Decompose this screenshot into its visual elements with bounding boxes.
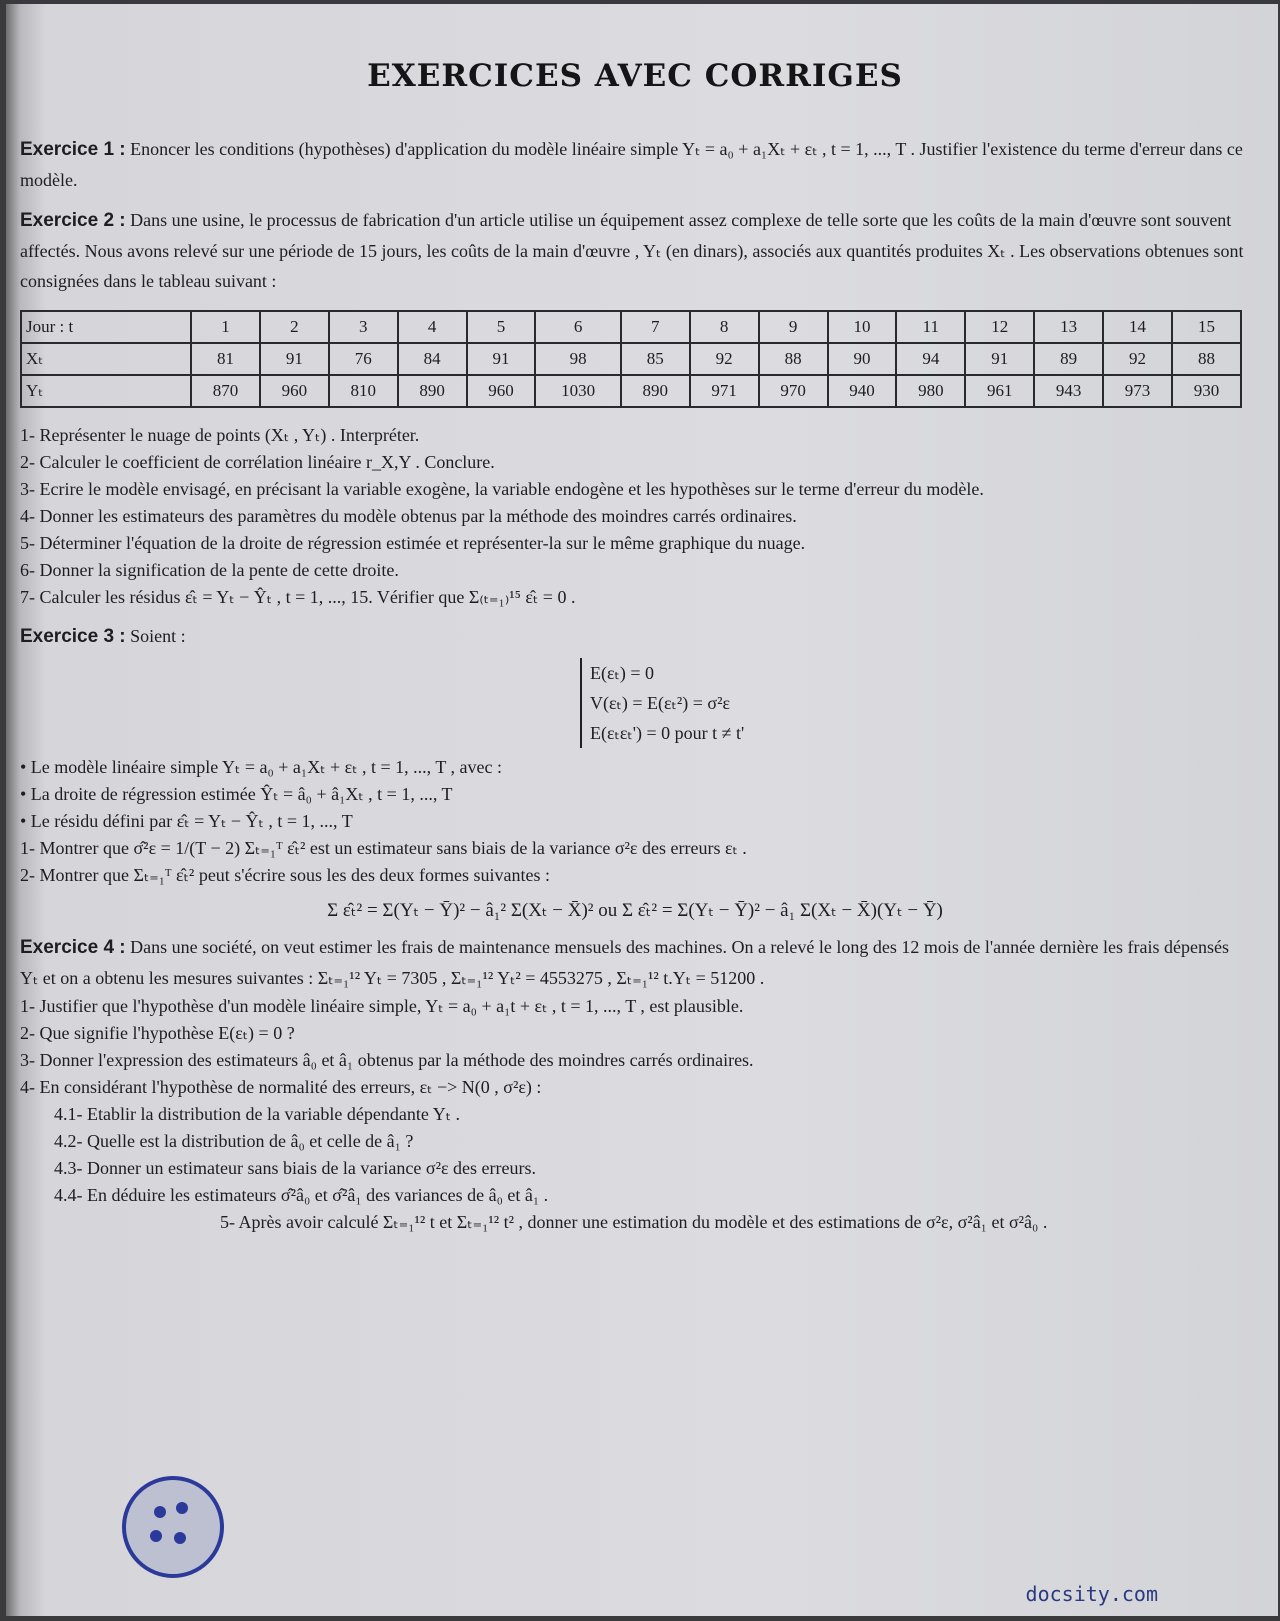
table-cell: 890 [398, 375, 467, 407]
table-cell: 810 [329, 375, 398, 407]
table-cell: 88 [759, 343, 828, 375]
table-cell: 12 [965, 311, 1034, 343]
table-cell: 13 [1034, 311, 1103, 343]
hypothesis: V(εₜ) = E(εₜ²) = σ²ε [590, 693, 731, 713]
table-cell: 9 [759, 311, 828, 343]
question: 4- Donner les estimateurs des paramètres du modèle obtenus par la méthode des moindres carrés ordinaires. [20, 506, 797, 526]
question: 4- En considérant l'hypothèse de normalité des erreurs, εₜ −> N(0 , σ²ε) : [20, 1077, 542, 1097]
table-cell: 76 [329, 343, 398, 375]
table-cell: 943 [1034, 375, 1103, 407]
page-title: EXERCICES AVEC CORRIGES [367, 58, 903, 94]
exercise-text: Enoncer les conditions (hypothèses) d'application du modèle linéaire simple Yₜ = a₀ + a₁Xₜ + εₜ , t = 1, ..., T . Justifier l'existence du terme d'erreur dans ce modèle. [20, 139, 1243, 190]
question-list [20, 422, 1250, 611]
bullet: • Le résidu défini par ε̂ₜ = Yₜ − Ŷₜ , t = 1, ..., T [20, 811, 353, 831]
table-cell: 14 [1103, 311, 1172, 343]
question: 1- Représenter le nuage de points (Xₜ , Yₜ) . Interpréter. [20, 425, 420, 445]
table-cell: 5 [467, 311, 536, 343]
table-cell: 84 [398, 343, 467, 375]
table-cell: 92 [1103, 343, 1172, 375]
table-cell: 940 [828, 375, 897, 407]
exercise-text: Dans une société, on veut estimer les frais de maintenance mensuels des machines. On a relevé le long des 12 mois de l'année dernière les frais dépensés Yₜ et on a obtenu les mesures suivantes : Σₜ₌₁¹² Yₜ = 7305 , Σₜ₌₁¹² Yₜ² = 4553275 , Σₜ₌₁¹² t.Yₜ = 51200 . [20, 937, 1230, 988]
table-cell: 890 [621, 375, 690, 407]
sub-question: 4.4- En déduire les estimateurs σ̂²â₀ et σ̂²â₁ des variances de â₀ et â₁ . [54, 1185, 549, 1205]
table-cell: 10 [828, 311, 897, 343]
question: 5- Déterminer l'équation de la droite de régression estimée et représenter-la sur le même graphique du nuage. [20, 533, 806, 553]
table-cell: 8 [690, 311, 759, 343]
table-cell: 98 [535, 343, 620, 375]
table-cell: 960 [260, 375, 329, 407]
watermark: docsity.com [1025, 1582, 1158, 1606]
sub-question: 4.1- Etablir la distribution de la variable dépendante Yₜ . [54, 1104, 461, 1124]
exercise-1 [20, 134, 1250, 195]
question: 3- Ecrire le modèle envisagé, en précisant la variable exogène, la variable endogène et les hypothèses sur le terme d'erreur du modèle. [20, 479, 984, 499]
exercise-2 [20, 205, 1250, 611]
table-cell: 1 [191, 311, 260, 343]
table-cell: 11 [896, 311, 965, 343]
table-cell: 961 [965, 375, 1034, 407]
document-page [6, 4, 1278, 1616]
table-cell: 1030 [535, 375, 620, 407]
question: 6- Donner la signification de la pente de cette droite. [20, 560, 399, 580]
question: 3- Donner l'expression des estimateurs â₀ et â₁ obtenus par la méthode des moindres carrés ordinaires. [20, 1050, 754, 1070]
table-cell: 92 [690, 343, 759, 375]
table-header-row [21, 311, 1241, 343]
table-cell: 91 [965, 343, 1034, 375]
table-cell: Yₜ [21, 375, 191, 407]
docsity-logo-icon [122, 1476, 224, 1578]
table-cell: 89 [1034, 343, 1103, 375]
exercise-text: Dans une usine, le processus de fabrication d'un article utilise un équipement assez complexe de telle sorte que les coûts de la main d'œuvre sont souvent affectés. Nous avons relevé sur une période de 15 jours, les coûts de la main d'œuvre , Yₜ (en dinars), associés aux quantités produites Xₜ . Les observations obtenues sont consignées dans le tableau suivant : [20, 210, 1244, 291]
hypothesis: E(εₜ) = 0 [590, 663, 655, 683]
table-cell: 90 [828, 343, 897, 375]
question: 2- Calculer le coefficient de corrélation linéaire r_X,Y . Conclure. [20, 452, 495, 472]
table-cell: 81 [191, 343, 260, 375]
table-cell: 6 [535, 311, 620, 343]
table-row [21, 375, 1241, 407]
data-table [20, 310, 1242, 408]
question: 2- Montrer que Σₜ₌₁ᵀ ε̂ₜ² peut s'écrire sous les des deux formes suivantes : [20, 865, 550, 885]
exercise-text: Soient : [130, 626, 186, 646]
exercise-label: Exercice 2 : [20, 210, 126, 231]
table-cell: 91 [467, 343, 536, 375]
hypothesis-system [580, 658, 1250, 748]
table-cell: 4 [398, 311, 467, 343]
table-cell: 971 [690, 375, 759, 407]
question: 7- Calculer les résidus ε̂ₜ = Yₜ − Ŷₜ , t = 1, ..., 15. Vérifier que Σ₍ₜ₌₁₎¹⁵ ε̂ₜ = 0 . [20, 587, 576, 607]
table-cell: 973 [1103, 375, 1172, 407]
exercise-label: Exercice 4 : [20, 937, 126, 958]
bullet: • La droite de régression estimée Ŷₜ = â₀ + â₁Xₜ , t = 1, ..., T [20, 784, 453, 804]
exercise-label: Exercice 1 : [20, 139, 126, 160]
table-cell: 2 [260, 311, 329, 343]
sub-question: 4.3- Donner un estimateur sans biais de la variance σ²ε des erreurs. [54, 1158, 536, 1178]
table-cell: 930 [1172, 375, 1241, 407]
question: 1- Justifier que l'hypothèse d'un modèle linéaire simple, Yₜ = a₀ + a₁t + εₜ , t = 1, ..., T , est plausible. [20, 996, 744, 1016]
sub-question: 4.2- Quelle est la distribution de â₀ et celle de â₁ ? [54, 1131, 414, 1151]
question: 1- Montrer que σ̂²ε = 1/(T − 2) Σₜ₌₁ᵀ ε̂ₜ² est un estimateur sans biais de la variance σ²ε des erreurs εₜ . [20, 838, 747, 858]
question: 2- Que signifie l'hypothèse E(εₜ) = 0 ? [20, 1023, 295, 1043]
exercise-4 [20, 932, 1250, 1236]
table-cell: 960 [467, 375, 536, 407]
table-cell: 980 [896, 375, 965, 407]
table-cell: 870 [191, 375, 260, 407]
table-cell: 970 [759, 375, 828, 407]
table-cell: 7 [621, 311, 690, 343]
table-cell: 15 [1172, 311, 1241, 343]
exercise-label: Exercice 3 : [20, 626, 126, 647]
table-cell: 91 [260, 343, 329, 375]
model-line: • Le modèle linéaire simple Yₜ = a₀ + a₁Xₜ + εₜ , t = 1, ..., T , avec : [20, 757, 502, 777]
table-cell: Xₜ [21, 343, 191, 375]
table-cell: 85 [621, 343, 690, 375]
hypothesis: E(εₜεₜ') = 0 pour t ≠ t' [590, 723, 745, 743]
table-cell: 94 [896, 343, 965, 375]
table-row [21, 343, 1241, 375]
question: 5- Après avoir calculé Σₜ₌₁¹² t et Σₜ₌₁¹² t² , donner une estimation du modèle et des estimations de σ²ε, σ²â₁ et σ²â₀ . [220, 1212, 1048, 1232]
formula: Σ ε̂ₜ² = Σ(Yₜ − Ȳ)² − â₁² Σ(Xₜ − X̄)² ou Σ ε̂ₜ² = Σ(Yₜ − Ȳ)² − â₁ Σ(Xₜ − X̄)(Yₜ − Ȳ) [327, 900, 943, 921]
table-cell: 88 [1172, 343, 1241, 375]
exercise-3 [20, 621, 1250, 922]
table-cell: Jour : t [21, 311, 191, 343]
table-cell: 3 [329, 311, 398, 343]
